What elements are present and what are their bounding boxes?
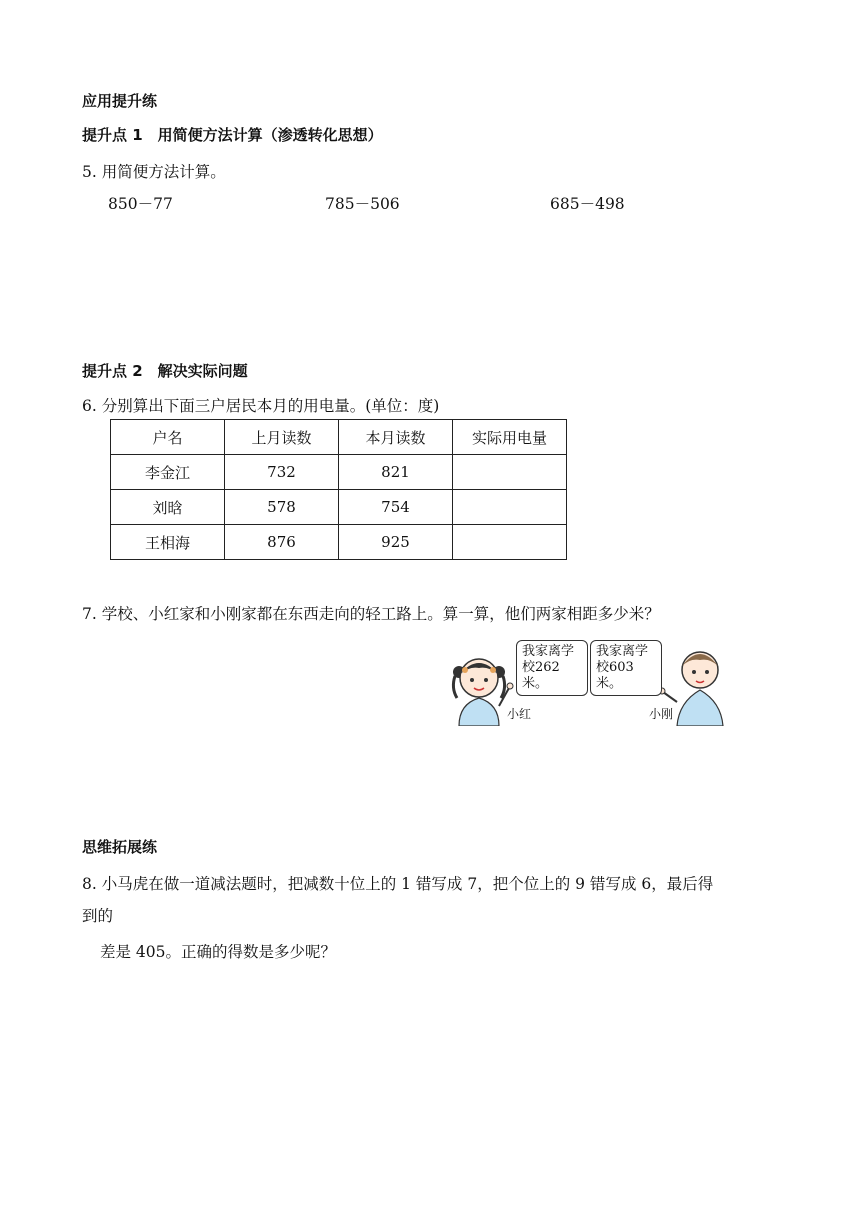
question-7-text: 7. 学校、小红家和小刚家都在东西走向的轻工路上。算一算，他们两家相距多少米？ xyxy=(82,605,660,623)
cell-name: 王相海 xyxy=(111,525,225,560)
expression-1: 850－77 xyxy=(108,195,173,213)
girl-figure xyxy=(453,659,513,726)
cell-answer xyxy=(453,455,567,490)
cell-name: 李金江 xyxy=(111,455,225,490)
electricity-table xyxy=(110,419,567,560)
header-last-month: 上月读数 xyxy=(225,420,339,455)
header-actual-usage: 实际用电量 xyxy=(453,420,567,455)
cell-name: 刘晗 xyxy=(111,490,225,525)
cell-answer xyxy=(453,490,567,525)
header-household: 户名 xyxy=(111,420,225,455)
speech-bubble-xiaohong: 我家离学校262米。 xyxy=(516,640,588,696)
question-8-line-3: 差是 405。正确的得数是多少呢？ xyxy=(100,943,337,961)
cell-last: 732 xyxy=(225,455,339,490)
expression-3: 685－498 xyxy=(550,195,625,213)
name-label-xiaohong: 小红 xyxy=(507,707,532,721)
question-5-text: 5. 用简便方法计算。 xyxy=(82,163,226,181)
name-label-xiaogang: 小刚 xyxy=(649,707,674,721)
cell-this: 925 xyxy=(339,525,453,560)
point-1-heading: 提升点 1 用简便方法计算（渗透转化思想） xyxy=(82,126,383,144)
cell-this: 754 xyxy=(339,490,453,525)
section-title-thinking: 思维拓展练 xyxy=(82,838,158,856)
question-6-text: 6. 分别算出下面三户居民本月的用电量。(单位：度) xyxy=(82,397,440,415)
table-row xyxy=(111,490,567,525)
cell-this: 821 xyxy=(339,455,453,490)
speech-bubble-xiaogang: 我家离学校603米。 xyxy=(590,640,662,696)
table-row xyxy=(111,525,567,560)
cell-last: 578 xyxy=(225,490,339,525)
point-2-heading: 提升点 2 解决实际问题 xyxy=(82,362,248,380)
table-header-row xyxy=(111,420,567,455)
question-8-line-1: 8. 小马虎在做一道减法题时，把减数十位上的 1 错写成 7，把个位上的 9 错写成 6，最后得 xyxy=(82,875,714,893)
cell-answer xyxy=(453,525,567,560)
cell-last: 876 xyxy=(225,525,339,560)
section-title-application: 应用提升练 xyxy=(82,92,158,110)
question-8-line-2: 到的 xyxy=(82,907,114,925)
table-row xyxy=(111,455,567,490)
expression-2: 785－506 xyxy=(325,195,400,213)
header-this-month: 本月读数 xyxy=(339,420,453,455)
